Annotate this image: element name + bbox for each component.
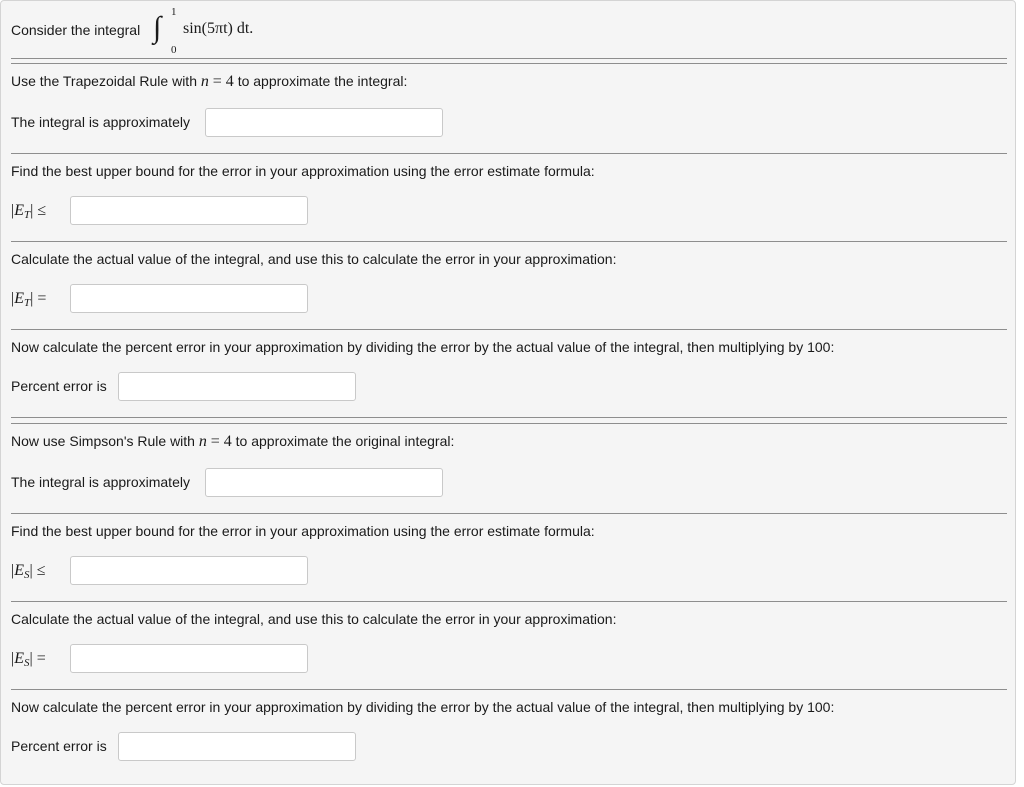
trapezoidal-n-eq: = 4 (212, 73, 234, 90)
simpson-actual-heading: Calculate the actual value of the integral, and use this to calculate the error in your approximation: (11, 611, 617, 627)
trapezoidal-percent-input[interactable] (118, 372, 356, 401)
trapezoidal-bound-label: $|E_T|$ ≤ (11, 202, 47, 221)
error-subscript: S (23, 657, 30, 669)
simpson-heading-prefix: Now use Simpson's Rule with (11, 433, 195, 449)
error-E: E (14, 202, 24, 219)
simpson-approx-input[interactable] (205, 468, 443, 497)
error-subscript: T (23, 297, 31, 309)
simpson-n-eq: = 4 (210, 433, 232, 450)
trapezoidal-heading-prefix: Use the Trapezoidal Rule with (11, 73, 197, 89)
divider-double-top (11, 58, 1007, 59)
error-E: E (14, 650, 24, 667)
simpson-bound-heading: Find the best upper bound for the error in your approximation using the error estimate formula: (11, 523, 595, 539)
integrand: sin(5πt) dt. (183, 20, 254, 37)
divider (11, 601, 1007, 602)
error-E: E (14, 562, 24, 579)
trapezoidal-n-var: n (200, 73, 209, 90)
simpson-bound-input[interactable] (70, 556, 308, 585)
trapezoidal-actual-heading: Calculate the actual value of the integral, and use this to calculate the error in your approximation: (11, 251, 617, 267)
trapezoidal-percent-heading: Now calculate the percent error in your approximation by dividing the error by the actual value of the integral, then multiplying by 100: (11, 339, 835, 355)
divider (11, 153, 1007, 154)
trapezoidal-heading (11, 73, 407, 91)
trapezoidal-approx-label: The integral is approximately (11, 114, 190, 130)
simpson-approx-label: The integral is approximately (11, 474, 190, 490)
error-E: E (14, 290, 24, 307)
simpson-heading-suffix: to approximate the original integral: (235, 433, 455, 449)
trapezoidal-bound-input[interactable] (70, 196, 308, 225)
trapezoidal-heading-suffix: to approximate the integral: (237, 73, 408, 89)
relation-symbol: = (37, 290, 47, 307)
simpson-n-var: n (198, 433, 207, 450)
trapezoidal-actual-input[interactable] (70, 284, 308, 313)
divider (11, 329, 1007, 330)
relation-symbol: ≤ (37, 202, 47, 219)
relation-symbol: = (36, 650, 46, 667)
divider (11, 513, 1007, 514)
divider (11, 241, 1007, 242)
simpson-percent-input[interactable] (118, 732, 356, 761)
trapezoidal-approx-input[interactable] (205, 108, 443, 137)
integral-lower-limit: 0 (171, 44, 177, 56)
trapezoidal-percent-label: Percent error is (11, 378, 107, 394)
divider-double-bottom (11, 423, 1007, 424)
trapezoidal-bound-heading: Find the best upper bound for the error in your approximation using the error estimate formula: (11, 163, 595, 179)
trapezoidal-actual-label: $|E_T|$ = (11, 290, 47, 309)
relation-symbol: ≤ (36, 562, 46, 579)
simpson-heading (11, 433, 454, 451)
simpson-actual-label: $|E_S|$ = (11, 650, 46, 669)
simpson-actual-input[interactable] (70, 644, 308, 673)
simpson-percent-label: Percent error is (11, 738, 107, 754)
error-subscript: T (23, 209, 31, 221)
simpson-percent-heading: Now calculate the percent error in your approximation by dividing the error by the actual value of the integral, then multiplying by 100: (11, 699, 835, 715)
intro-text: Consider the integral (11, 22, 141, 38)
divider-double-bottom (11, 63, 1007, 64)
integral-sign: ∫ (153, 11, 162, 44)
error-subscript: S (23, 569, 30, 581)
simpson-bound-label: $|E_S|$ ≤ (11, 562, 46, 581)
integral-upper-limit: 1 (171, 6, 177, 18)
divider-double-top (11, 417, 1007, 418)
divider (11, 689, 1007, 690)
